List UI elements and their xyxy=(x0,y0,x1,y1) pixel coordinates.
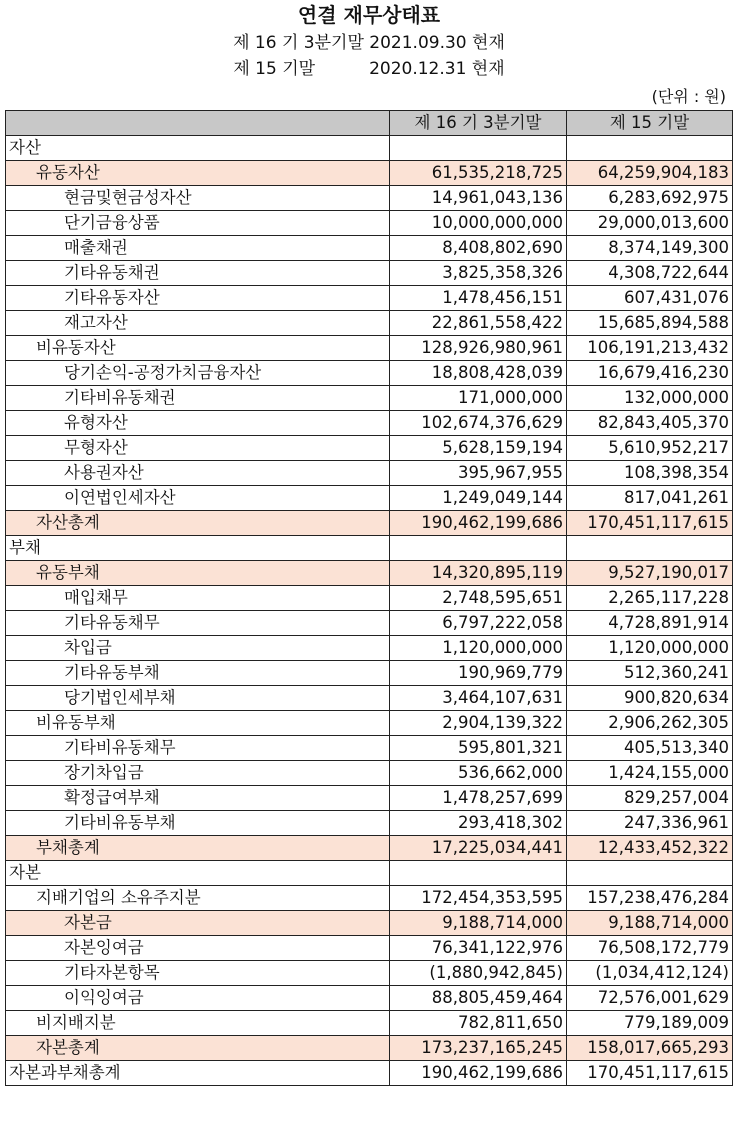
prior-period-amount xyxy=(567,536,733,561)
table-row xyxy=(6,1036,733,1061)
account-name: 자본 xyxy=(6,861,390,886)
prior-period-amount: 8,374,149,300 xyxy=(567,236,733,261)
table-row xyxy=(6,861,733,886)
table-row xyxy=(6,286,733,311)
table-row xyxy=(6,636,733,661)
prior-period-amount: 1,424,155,000 xyxy=(567,761,733,786)
current-period-amount: 8,408,802,690 xyxy=(390,236,567,261)
current-period-amount: 1,478,257,699 xyxy=(390,786,567,811)
table-row xyxy=(6,686,733,711)
table-row xyxy=(6,1011,733,1036)
account-name: 무형자산 xyxy=(6,436,390,461)
current-period-amount: 595,801,321 xyxy=(390,736,567,761)
account-name: 유동부채 xyxy=(6,561,390,586)
account-name: 이익잉여금 xyxy=(6,986,390,1011)
prior-period-amount: 779,189,009 xyxy=(567,1011,733,1036)
prior-period-amount: 512,360,241 xyxy=(567,661,733,686)
table-row xyxy=(6,761,733,786)
account-name: 자본과부채총계 xyxy=(6,1061,390,1086)
account-name: 사용권자산 xyxy=(6,461,390,486)
current-period-amount: 1,249,049,144 xyxy=(390,486,567,511)
current-period-amount: 61,535,218,725 xyxy=(390,161,567,186)
current-period-amount: 293,418,302 xyxy=(390,811,567,836)
table-row xyxy=(6,536,733,561)
account-name: 기타유동자산 xyxy=(6,286,390,311)
account-name: 기타유동채무 xyxy=(6,611,390,636)
prior-period-amount: 106,191,213,432 xyxy=(567,336,733,361)
account-name: 부채 xyxy=(6,536,390,561)
table-row xyxy=(6,561,733,586)
table-row xyxy=(6,961,733,986)
balance-sheet-table xyxy=(5,110,733,1086)
prior-period-amount: 4,308,722,644 xyxy=(567,261,733,286)
current-period-amount: 3,825,358,326 xyxy=(390,261,567,286)
account-name: 기타비유동채무 xyxy=(6,736,390,761)
table-row xyxy=(6,311,733,336)
prior-period-amount: 29,000,013,600 xyxy=(567,211,733,236)
table-body xyxy=(6,136,733,1086)
table-row xyxy=(6,386,733,411)
table-row xyxy=(6,486,733,511)
header-current-period: 제 16 기 3분기말 xyxy=(390,111,567,136)
prior-period-amount: 405,513,340 xyxy=(567,736,733,761)
current-period-amount: 88,805,459,464 xyxy=(390,986,567,1011)
account-name: 자산 xyxy=(6,136,390,161)
current-period-amount: 2,748,595,651 xyxy=(390,586,567,611)
prior-period-amount: 157,238,476,284 xyxy=(567,886,733,911)
current-period-amount: (1,880,942,845) xyxy=(390,961,567,986)
prior-period-amount: 4,728,891,914 xyxy=(567,611,733,636)
table-row xyxy=(6,711,733,736)
current-period-amount: 172,454,353,595 xyxy=(390,886,567,911)
table-row xyxy=(6,211,733,236)
prior-period-amount: 12,433,452,322 xyxy=(567,836,733,861)
account-name: 부채총계 xyxy=(6,836,390,861)
account-name: 이연법인세자산 xyxy=(6,486,390,511)
account-name: 장기차입금 xyxy=(6,761,390,786)
account-name: 당기손익-공정가치금융자산 xyxy=(6,361,390,386)
table-row xyxy=(6,186,733,211)
account-name: 현금및현금성자산 xyxy=(6,186,390,211)
prior-period-amount: 108,398,354 xyxy=(567,461,733,486)
current-period-amount: 14,961,043,136 xyxy=(390,186,567,211)
account-name: 자본금 xyxy=(6,911,390,936)
prior-period-amount: 64,259,904,183 xyxy=(567,161,733,186)
prior-period-amount: 170,451,117,615 xyxy=(567,1061,733,1086)
statement-title: 연결 재무상태표 xyxy=(297,3,441,27)
current-period-amount: 1,478,456,151 xyxy=(390,286,567,311)
table-row xyxy=(6,461,733,486)
prior-period-amount: 72,576,001,629 xyxy=(567,986,733,1011)
table-row xyxy=(6,836,733,861)
current-period-amount: 14,320,895,119 xyxy=(390,561,567,586)
current-period-amount: 18,808,428,039 xyxy=(390,361,567,386)
account-name: 기타자본항목 xyxy=(6,961,390,986)
prior-period-amount: 158,017,665,293 xyxy=(567,1036,733,1061)
table-row xyxy=(6,736,733,761)
table-row xyxy=(6,986,733,1011)
prior-period-amount: 15,685,894,588 xyxy=(567,311,733,336)
unit-label: (단위 : 원) xyxy=(651,87,726,106)
account-name: 지배기업의 소유주지분 xyxy=(6,886,390,911)
prior-period-amount: 132,000,000 xyxy=(567,386,733,411)
table-row xyxy=(6,586,733,611)
prior-period-amount xyxy=(567,136,733,161)
current-period-amount: 128,926,980,961 xyxy=(390,336,567,361)
table-row xyxy=(6,936,733,961)
account-name: 자본총계 xyxy=(6,1036,390,1061)
prior-period-amount: 1,120,000,000 xyxy=(567,636,733,661)
account-name: 유동자산 xyxy=(6,161,390,186)
account-name: 자본잉여금 xyxy=(6,936,390,961)
prior-period-amount: 82,843,405,370 xyxy=(567,411,733,436)
account-name: 당기법인세부채 xyxy=(6,686,390,711)
current-period-amount: 5,628,159,194 xyxy=(390,436,567,461)
table-row xyxy=(6,611,733,636)
current-period-amount: 9,188,714,000 xyxy=(390,911,567,936)
account-name: 재고자산 xyxy=(6,311,390,336)
current-period-amount: 76,341,122,976 xyxy=(390,936,567,961)
account-name: 확정급여부채 xyxy=(6,786,390,811)
current-period-amount: 190,462,199,686 xyxy=(390,511,567,536)
table-row xyxy=(6,661,733,686)
current-period-amount xyxy=(390,536,567,561)
header-prior-period: 제 15 기말 xyxy=(567,111,733,136)
table-row xyxy=(6,436,733,461)
account-name: 매입채무 xyxy=(6,586,390,611)
account-name: 차입금 xyxy=(6,636,390,661)
prior-period-amount: 817,041,261 xyxy=(567,486,733,511)
period-current: 제 16 기 3분기말 2021.09.30 현재 xyxy=(233,33,505,53)
prior-period-amount: 829,257,004 xyxy=(567,786,733,811)
current-period-amount: 782,811,650 xyxy=(390,1011,567,1036)
account-name: 매출채권 xyxy=(6,236,390,261)
current-period-amount: 173,237,165,245 xyxy=(390,1036,567,1061)
table-row xyxy=(6,786,733,811)
prior-period-amount xyxy=(567,861,733,886)
current-period-amount: 22,861,558,422 xyxy=(390,311,567,336)
table-row xyxy=(6,1061,733,1086)
current-period-amount xyxy=(390,861,567,886)
current-period-amount: 190,969,779 xyxy=(390,661,567,686)
prior-period-amount: (1,034,412,124) xyxy=(567,961,733,986)
account-name: 비지배지분 xyxy=(6,1011,390,1036)
current-period-amount: 536,662,000 xyxy=(390,761,567,786)
account-name: 비유동부채 xyxy=(6,711,390,736)
table-row xyxy=(6,411,733,436)
prior-period-amount: 247,336,961 xyxy=(567,811,733,836)
table-row xyxy=(6,811,733,836)
current-period-amount: 1,120,000,000 xyxy=(390,636,567,661)
prior-period-amount: 9,527,190,017 xyxy=(567,561,733,586)
prior-period-amount: 9,188,714,000 xyxy=(567,911,733,936)
account-name: 유형자산 xyxy=(6,411,390,436)
header-account xyxy=(6,111,390,136)
account-name: 자산총계 xyxy=(6,511,390,536)
current-period-amount: 190,462,199,686 xyxy=(390,1061,567,1086)
current-period-amount: 3,464,107,631 xyxy=(390,686,567,711)
table-row xyxy=(6,511,733,536)
table-row xyxy=(6,336,733,361)
current-period-amount: 102,674,376,629 xyxy=(390,411,567,436)
table-row xyxy=(6,136,733,161)
account-name: 기타비유동채권 xyxy=(6,386,390,411)
account-name: 기타유동채권 xyxy=(6,261,390,286)
current-period-amount: 17,225,034,441 xyxy=(390,836,567,861)
prior-period-amount: 76,508,172,779 xyxy=(567,936,733,961)
account-name: 기타유동부채 xyxy=(6,661,390,686)
current-period-amount: 10,000,000,000 xyxy=(390,211,567,236)
table-row xyxy=(6,361,733,386)
current-period-amount xyxy=(390,136,567,161)
account-name: 단기금융상품 xyxy=(6,211,390,236)
current-period-amount: 6,797,222,058 xyxy=(390,611,567,636)
current-period-amount: 395,967,955 xyxy=(390,461,567,486)
prior-period-amount: 16,679,416,230 xyxy=(567,361,733,386)
table-row xyxy=(6,261,733,286)
prior-period-amount: 607,431,076 xyxy=(567,286,733,311)
prior-period-amount: 5,610,952,217 xyxy=(567,436,733,461)
table-row xyxy=(6,886,733,911)
account-name: 기타비유동부채 xyxy=(6,811,390,836)
table-row xyxy=(6,236,733,261)
current-period-amount: 2,904,139,322 xyxy=(390,711,567,736)
table-row xyxy=(6,161,733,186)
current-period-amount: 171,000,000 xyxy=(390,386,567,411)
account-name: 비유동자산 xyxy=(6,336,390,361)
period-prior: 제 15 기말 2020.12.31 현재 xyxy=(233,59,505,79)
prior-period-amount: 2,906,262,305 xyxy=(567,711,733,736)
prior-period-amount: 2,265,117,228 xyxy=(567,586,733,611)
table-header-row xyxy=(6,111,733,136)
table-row xyxy=(6,911,733,936)
prior-period-amount: 6,283,692,975 xyxy=(567,186,733,211)
prior-period-amount: 900,820,634 xyxy=(567,686,733,711)
prior-period-amount: 170,451,117,615 xyxy=(567,511,733,536)
